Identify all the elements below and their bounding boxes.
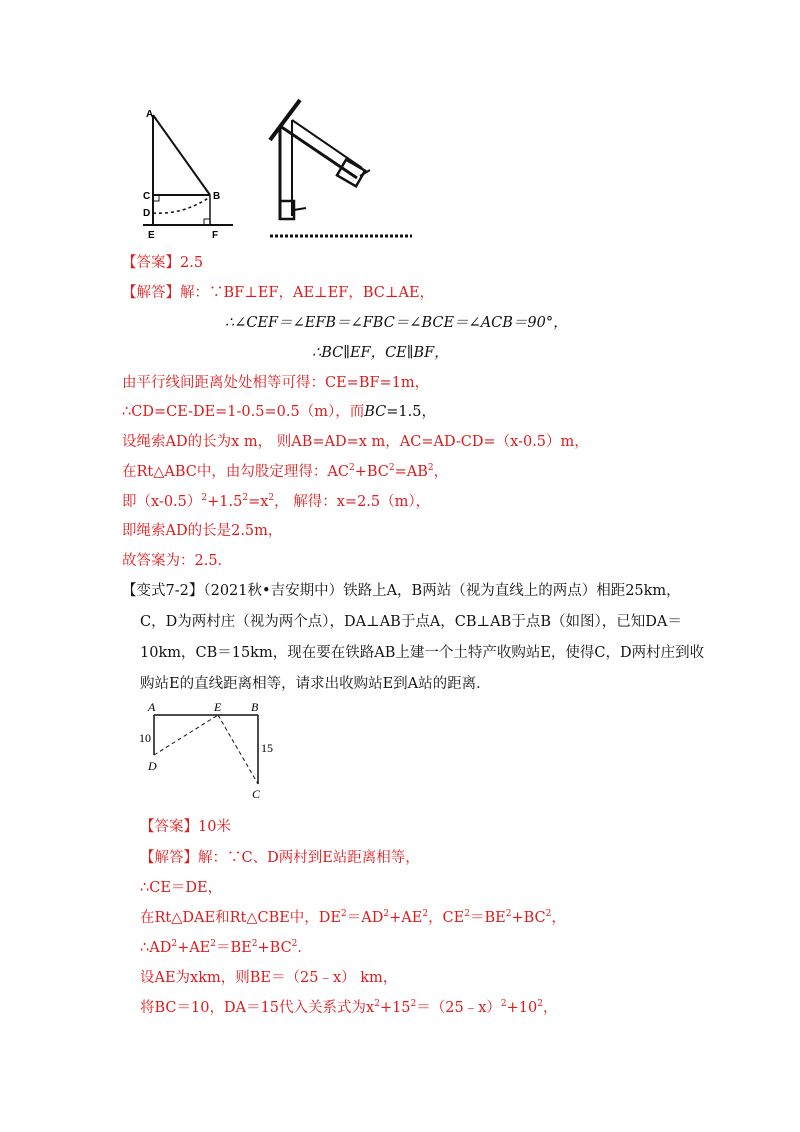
solution2-line1: [140, 848, 420, 868]
problem-line2: C，D为两村庄（视为两个点），DA⊥AB于点A，CB⊥AB于点B（如图），已知DA＝: [140, 614, 682, 630]
s4e: ＝BE: [216, 940, 252, 956]
s3d: 2: [383, 909, 390, 919]
s3m: ，: [551, 910, 566, 926]
solution1-line9: 即绳索AD的长是2.5m，: [122, 523, 283, 539]
s3k: +BC: [511, 910, 546, 926]
solution1-tag: 【解答】: [122, 285, 180, 301]
fig2-label-b: B: [251, 700, 259, 714]
s3j: 2: [505, 909, 512, 919]
s4i: ．: [297, 940, 312, 956]
problem-line4: 购站E的直线距离相等，请求出收购站E到A站的距离．: [140, 676, 491, 692]
l7c: +BC: [354, 464, 389, 480]
swing-sketch: [262, 98, 422, 243]
label-f: F: [212, 230, 219, 241]
s3a: 在Rt△DAE和Rt△CBE中，DE: [140, 910, 342, 926]
s4g: +BC: [257, 940, 292, 956]
l7b: 2: [348, 463, 355, 473]
solution2-line2: ∴CE＝DE，: [140, 880, 223, 896]
s6b: 2: [374, 999, 380, 1009]
s4d: 2: [210, 939, 217, 949]
s4c: +AE: [177, 940, 211, 956]
fig2-label-e: E: [214, 700, 222, 714]
s4a: ∴AD: [140, 940, 172, 956]
solution1-line3: ∴BC∥EF，CE∥BF，: [312, 345, 449, 361]
solution2-text1: 解：∵C、D两村到E站距离相等，: [198, 850, 420, 866]
solution1-line7: [122, 462, 448, 482]
s4h: 2: [291, 939, 298, 949]
solution2-line6: [140, 998, 558, 1018]
s3f: 2: [422, 909, 429, 919]
solution1-line8: [122, 492, 430, 512]
l7e: =AB: [394, 464, 428, 480]
fig2-label-da: 10: [139, 731, 151, 745]
s3c: ＝AD: [346, 910, 384, 926]
s6e: ＝（25﹣x）: [416, 1000, 501, 1016]
s3i: ＝BE: [469, 910, 506, 926]
line5-part-c: =1.5，: [386, 404, 436, 420]
triangle-swing-diagram: [138, 105, 238, 245]
problem-tag: 【变式7-2】: [122, 583, 204, 599]
problem-line3: 10km，CB＝15km，现在要在铁路AB上建一个土特产收购站E，使得C，D两村庄到收: [140, 645, 705, 661]
l8a: 即（x-0.5）: [122, 494, 202, 510]
fig2-label-c: C: [252, 787, 261, 801]
answer1-tag: 【答案】: [122, 255, 180, 271]
s4b: 2: [171, 939, 178, 949]
answer2-tag: 【答案】: [140, 819, 198, 835]
l8g: ， 解得：x=2.5（m），: [274, 494, 431, 510]
s3h: 2: [464, 909, 470, 919]
solution1-line2: ∴∠CEF＝∠EFB＝∠FBC＝∠BCE＝∠ACB＝90°，: [225, 315, 568, 331]
s3b: 2: [341, 909, 347, 919]
s6d: 2: [410, 999, 417, 1009]
fig2-label-d: D: [148, 759, 157, 773]
s6a: 将BC＝10，DA＝15代入关系式为x: [140, 1000, 375, 1016]
s3g: ，CE: [428, 910, 465, 926]
solution1-line1: [122, 283, 434, 303]
l7g: ，: [433, 464, 449, 480]
s6h: 2: [537, 999, 543, 1009]
solution2-line4: [140, 938, 312, 958]
solution1-text1: 解：∵BF⊥EF，AE⊥EF，BC⊥AE，: [180, 285, 435, 301]
line5-part-a: ∴CD=CE-DE=1-0.5=0.5（m），而: [122, 404, 365, 420]
s3e: +AE: [389, 910, 423, 926]
l7f: 2: [427, 463, 434, 473]
railway-diagram: [134, 700, 294, 805]
problem-line1: [122, 581, 681, 601]
s3l: 2: [545, 909, 552, 919]
l7a: 在Rt△ABC中，由勾股定理得：AC: [122, 464, 349, 480]
answer2: [140, 817, 231, 837]
solution1-line4: 由平行线间距离处处相等可得：CE=BF=1m，: [122, 375, 430, 391]
s4f: 2: [251, 939, 258, 949]
label-e: E: [148, 230, 155, 241]
l8d: 2: [242, 493, 249, 503]
answer1-value: 2.5: [180, 255, 204, 271]
problem-text1: （2021秋•吉安期中）铁路上A，B两站（视为直线上的两点）相距25km，: [203, 583, 681, 599]
l7d: 2: [388, 463, 395, 473]
label-c: C: [143, 191, 151, 202]
l8e: =x: [248, 494, 269, 510]
fig2-label-cb: 15: [261, 741, 273, 755]
answer1: [122, 253, 203, 273]
line5-part-b: BC: [364, 404, 387, 420]
label-a: A: [146, 109, 154, 120]
label-d: D: [143, 208, 151, 219]
s6f: 2: [500, 999, 507, 1009]
label-b: B: [213, 191, 221, 202]
l8b: 2: [201, 493, 208, 503]
answer2-value: 10米: [198, 819, 231, 835]
solution2-tag: 【解答】: [140, 850, 198, 866]
fig2-label-a: A: [148, 700, 156, 714]
s6c: +15: [379, 1000, 411, 1016]
s6i: ，: [543, 1000, 558, 1016]
l8f: 2: [268, 493, 275, 503]
solution1-line10: 故答案为：2.5．: [122, 553, 233, 569]
solution1-line6: 设绳索AD的长为x m， 则AB=AD=x m，AC=AD-CD=（x-0.5）m，: [122, 434, 589, 450]
l8c: +1.5: [207, 494, 243, 510]
s6g: +10: [506, 1000, 538, 1016]
solution2-line5: 设AE为xkm，则BE＝（25﹣x） km，: [140, 970, 398, 986]
solution1-line5: [122, 402, 436, 422]
solution2-line3: [140, 908, 566, 928]
